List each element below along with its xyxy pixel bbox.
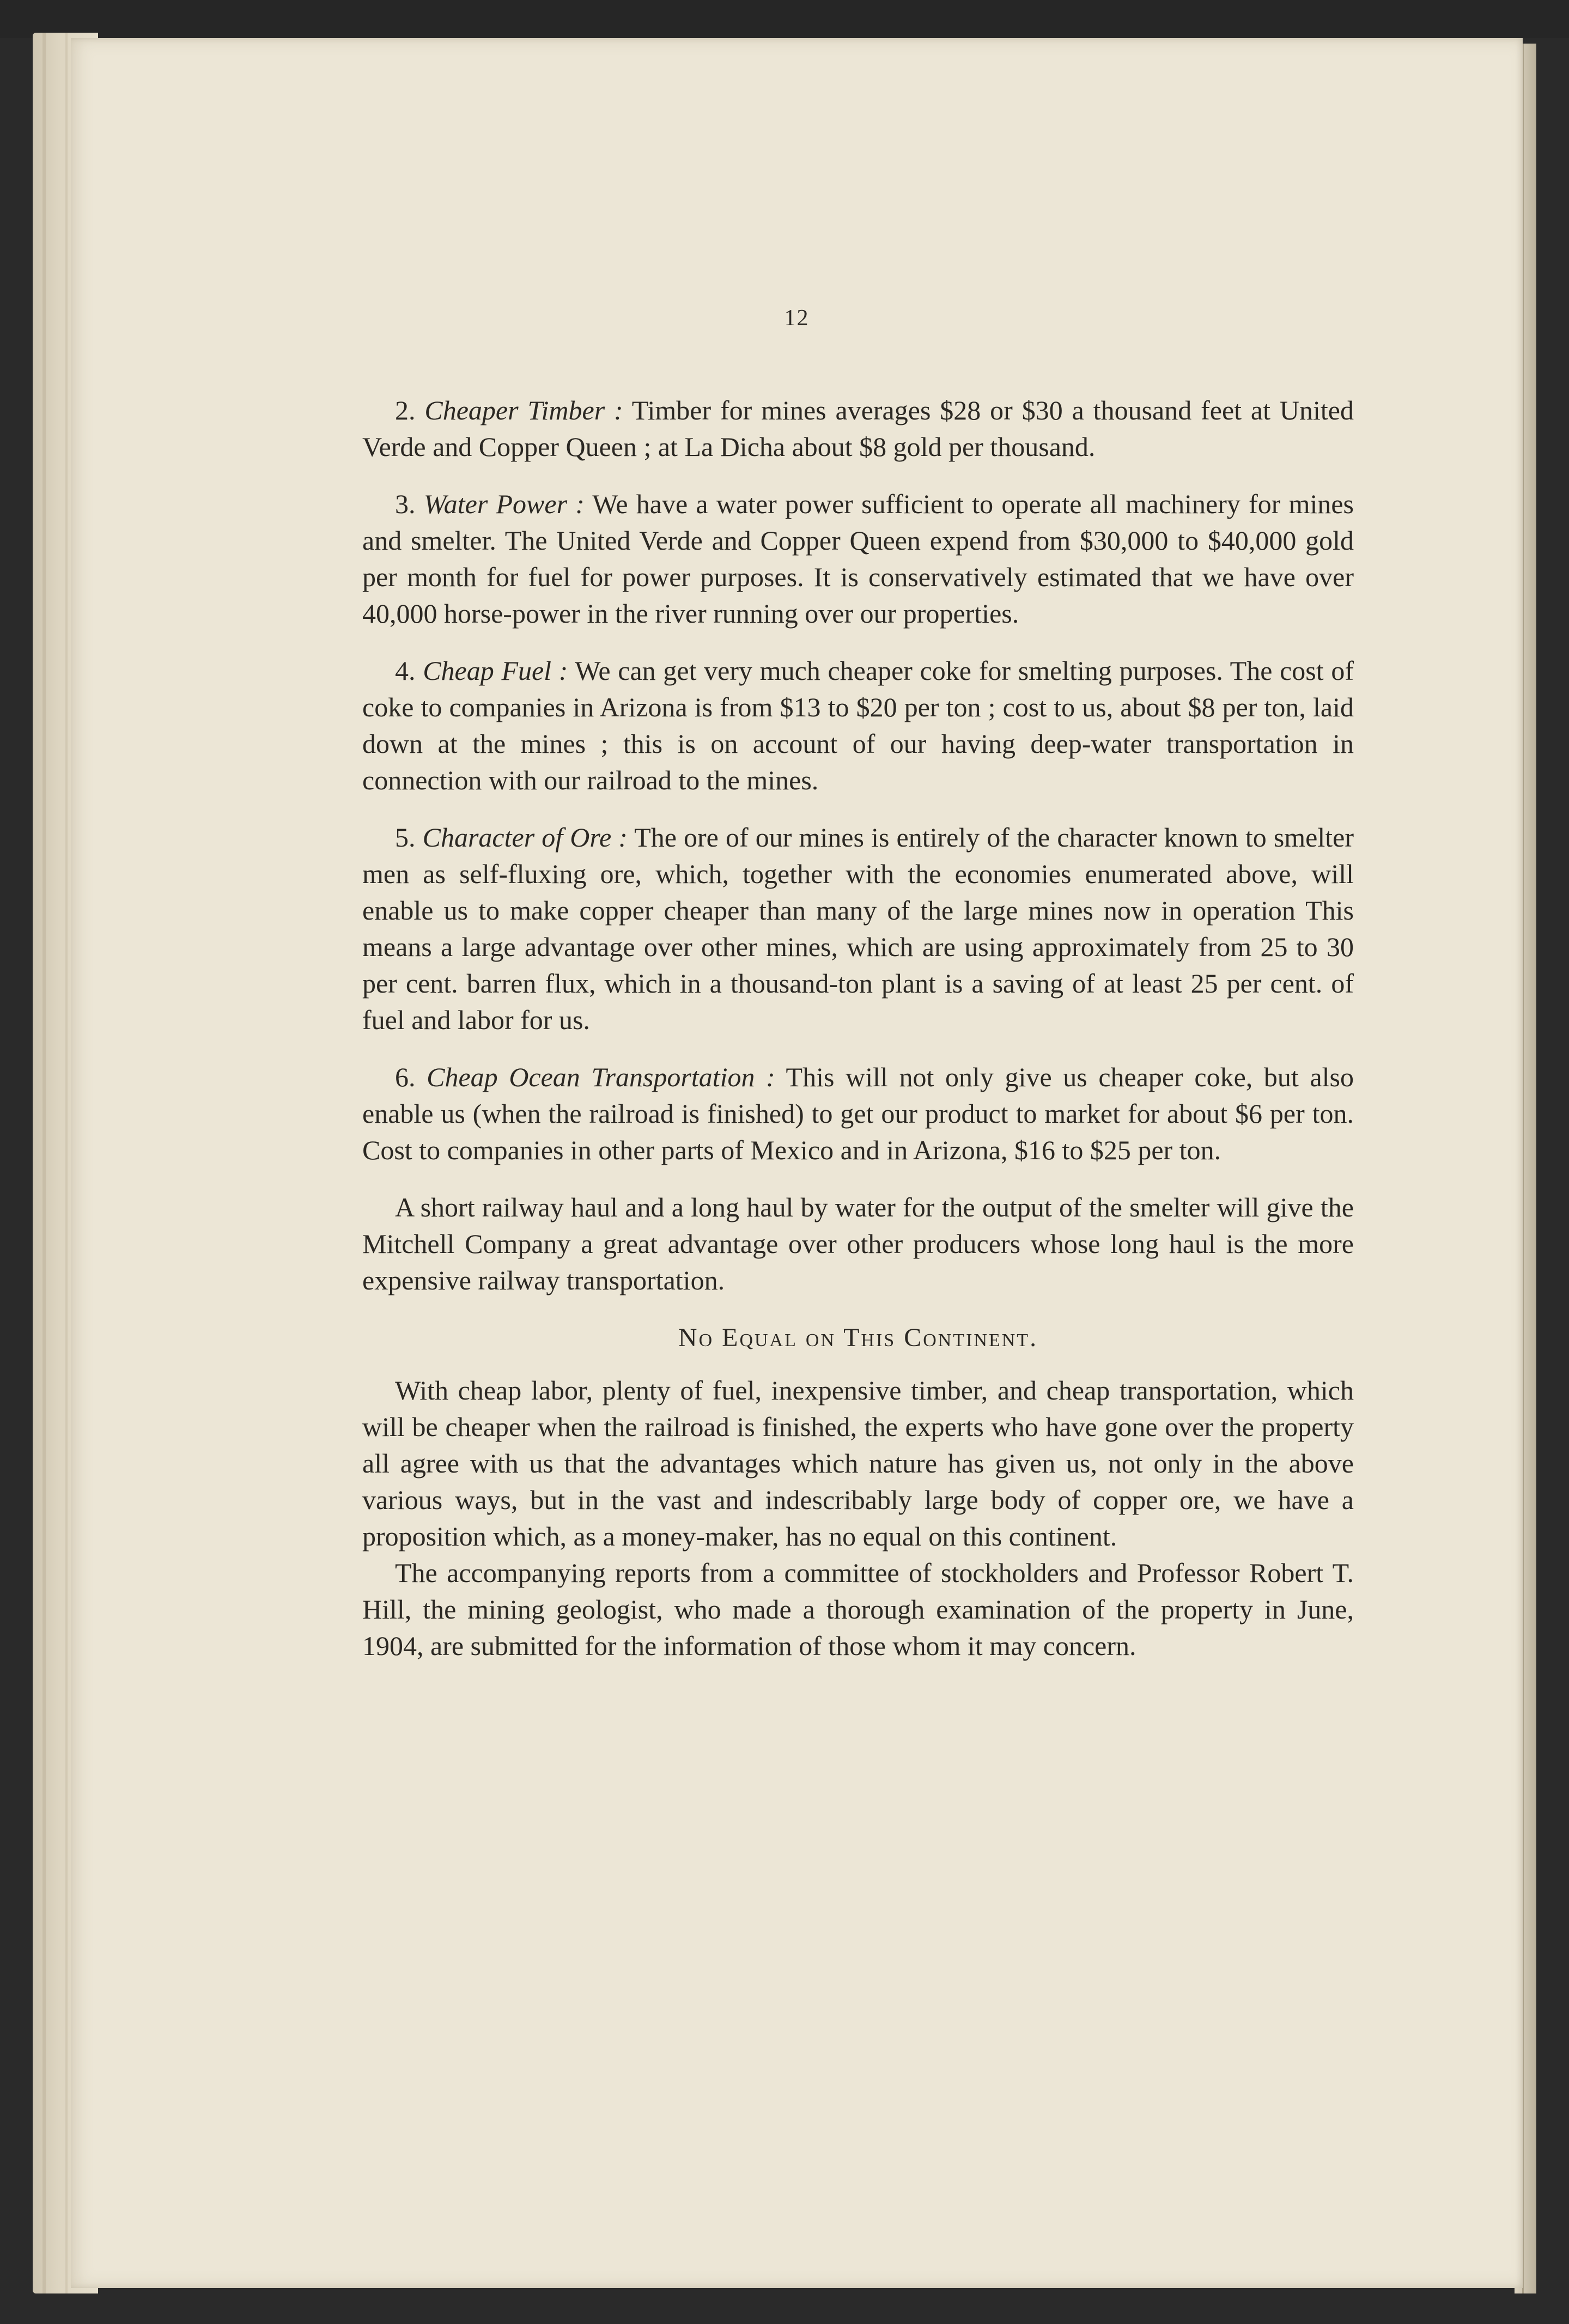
paragraph-no-equal: With cheap labor, plenty of fuel, inexpensive timber, and cheap transportation, which will be cheaper when the railroad is finished, the experts who have gone over the property all agree with us that the advantages which nature has given us, not only in the above various ways, but in the vast and indescribably large body of copper ore, we have a proposition which, as a money-maker, has no equal on this continent.: [362, 1375, 1354, 1552]
paragraph-number: 2.: [395, 395, 425, 425]
paragraph-text: We can get very much cheaper coke for smelting purposes. The cost of coke to companies in Arizona is from $13 to $20 per ton ; cost to us, about $8 per ton, laid down at the mines ; this is on account of our having deep-water transportation in connection with our railroad to the mines.: [362, 655, 1354, 795]
paragraph-number: 4.: [395, 655, 423, 686]
paragraph-cheap-fuel: [362, 653, 1354, 799]
paragraph-number: 5.: [395, 822, 423, 853]
section-heading: No Equal on This Continent.: [678, 1323, 1038, 1352]
paragraph-title: Cheap Fuel :: [423, 655, 568, 686]
paragraph-text: The ore of our mines is entirely of the character known to smelter men as self-fluxing ore, which, together with the economies enumerated above, will enable us to make copper cheaper than many of the large mines now in operation This means a large advantage over other mines, which are using approximately from 25 to 30 per cent. barren flux, which in a thousand-ton plant is a saving of at least 25 per cent. of fuel and labor for us.: [362, 822, 1354, 1035]
paragraph-text: This will not only give us cheaper coke, but also enable us (when the railroad is finished) to get our product to market for about $6 per ton. Cost to companies in other parts of Mexico and in Arizona, $16 to $25 per ton.: [362, 1062, 1354, 1165]
paragraph-railway-haul: [362, 1189, 1354, 1299]
paragraph-ocean-transportation: [362, 1059, 1354, 1169]
paragraph-accompanying-reports: The accompanying reports from a committee of stockholders and Professor Robert T. Hill, the mining geologist, who made a thorough examination of the property in June, 1904, are submitted for the information of those whom it may concern.: [362, 1558, 1354, 1661]
paragraph-cheaper-timber: [362, 392, 1354, 465]
paragraph-title: Cheap Ocean Transportation :: [427, 1062, 775, 1092]
paragraph-number: 6.: [395, 1062, 427, 1092]
book-page: [71, 38, 1523, 2288]
page-body: [362, 392, 1354, 1685]
paragraph-title: Cheaper Timber :: [424, 395, 623, 425]
paragraph-text: A short railway haul and a long haul by water for the output of the smelter will give the Mitchell Company a great advantage over other producers whose long haul is the more expensive railway transportation.: [362, 1192, 1354, 1295]
paragraph-character-of-ore: [362, 819, 1354, 1038]
paragraph-text: We have a water power sufficient to operate all machinery for mines and smelter. The United Verde and Copper Queen expend from $30,000 to $40,000 gold per month for fuel for power purposes. It is conservatively estimated that we have over 40,000 horse-power in the river running over our properties.: [362, 489, 1354, 629]
paragraph-title: Character of Ore :: [422, 822, 628, 853]
paragraph-text: Timber for mines averages $28 or $30 a thousand feet at United Verde and Copper Queen ; at La Dicha about $8 gold per thousand.: [362, 395, 1354, 462]
paragraph-water-power: [362, 486, 1354, 632]
paragraph-number: 3.: [395, 489, 424, 519]
page-number: 12: [784, 306, 810, 331]
paragraph-title: Water Power :: [423, 489, 585, 519]
backdrop: [0, 0, 1569, 38]
